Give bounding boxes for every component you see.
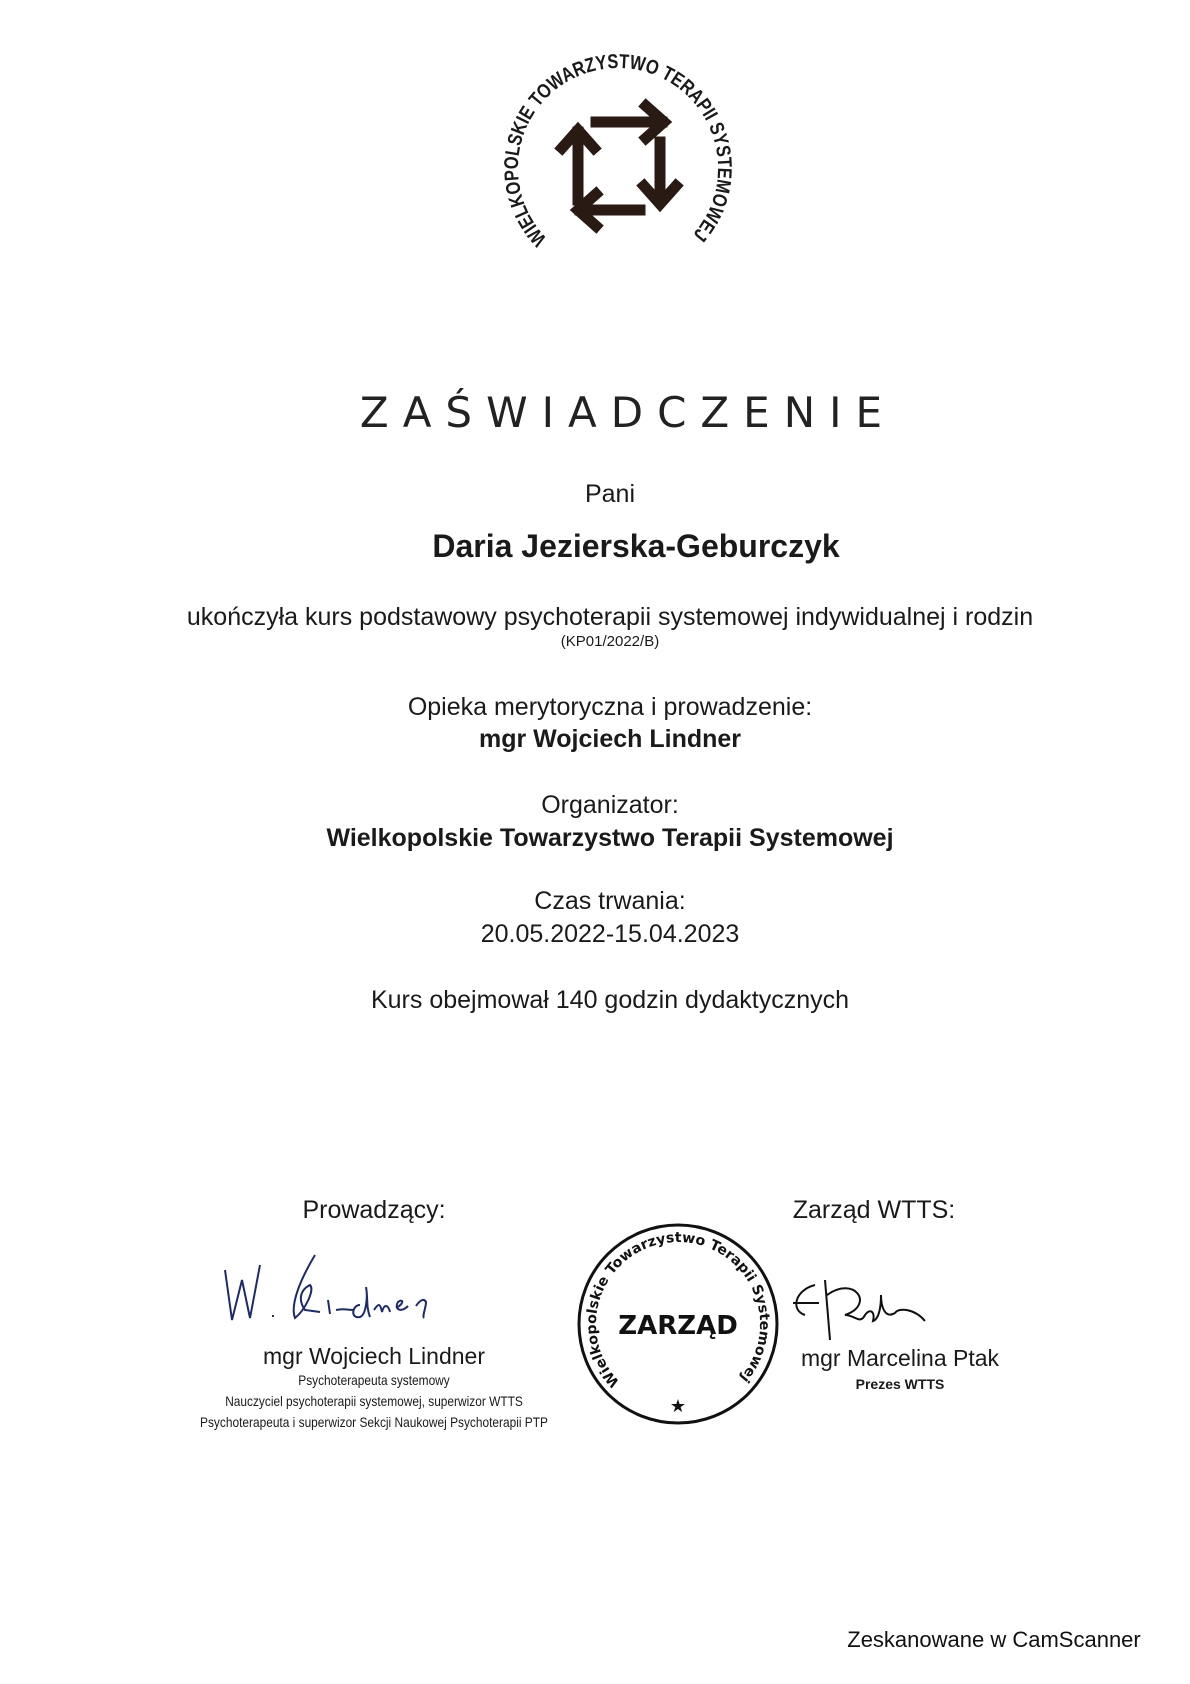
organizer-label: Organizator: xyxy=(541,791,679,819)
president-signature xyxy=(785,1275,935,1345)
organization-logo xyxy=(500,50,736,286)
board-stamp xyxy=(576,1222,780,1426)
president-name: mgr Marcelina Ptak xyxy=(800,1345,1000,1371)
supervision-label: Opieka merytoryczna i prowadzenie: xyxy=(407,693,813,721)
hours-text: Kurs obejmował 140 godzin dydaktycznych xyxy=(370,986,850,1014)
course-code: (KP01/2022/B) xyxy=(560,633,660,650)
completion-text: ukończyła kurs podstawowy psychoterapii systemowej indywidualnej i rodzin xyxy=(186,603,1034,631)
logo-ring-text: WIELKOPOLSKIE TOWARZYSTWO TERAPII SYSTEMOWEJ xyxy=(500,50,736,251)
board-label: Zarząd WTTS: xyxy=(792,1196,956,1224)
stamp-center-text: ZARZĄD xyxy=(618,1311,738,1341)
salutation: Pani xyxy=(584,480,636,508)
scanner-watermark: Zeskanowane w CamScanner xyxy=(847,1627,1141,1652)
instructor-label: Prowadzący: xyxy=(302,1196,446,1224)
cycle-arrows-icon xyxy=(562,106,676,226)
instructor-signature xyxy=(220,1250,460,1330)
instructor-name: mgr Wojciech Lindner xyxy=(262,1343,486,1369)
recipient-name: Daria Jezierska-Geburczyk xyxy=(432,528,840,564)
organizer-name: Wielkopolskie Towarzystwo Terapii Systemowej xyxy=(326,824,894,852)
stamp-ring-text: Wielkopolskie Towarzystwo Terapii Systemowej xyxy=(583,1229,773,1390)
svg-text:WIELKOPOLSKIE TOWARZYSTWO TERA xyxy=(501,51,735,250)
duration-label: Czas trwania: xyxy=(534,887,686,915)
star-icon: ★ xyxy=(669,1396,687,1416)
duration-dates: 20.05.2022-15.04.2023 xyxy=(480,920,740,948)
president-role: Prezes WTTS xyxy=(855,1376,945,1392)
instructor-role: Nauczyciel psychoterapii systemowej, superwizor WTTS xyxy=(225,1393,523,1409)
svg-text:Wielkopolskie Towarzystwo Tera xyxy=(584,1230,772,1390)
certificate-title: ZAŚWIADCZENIE xyxy=(359,388,897,437)
instructor-role: Psychoterapeuta systemowy xyxy=(298,1372,450,1388)
supervisor-name: mgr Wojciech Lindner xyxy=(478,725,742,753)
instructor-role: Psychoterapeuta i superwizor Sekcji Naukowej Psychoterapii PTP xyxy=(200,1414,548,1430)
